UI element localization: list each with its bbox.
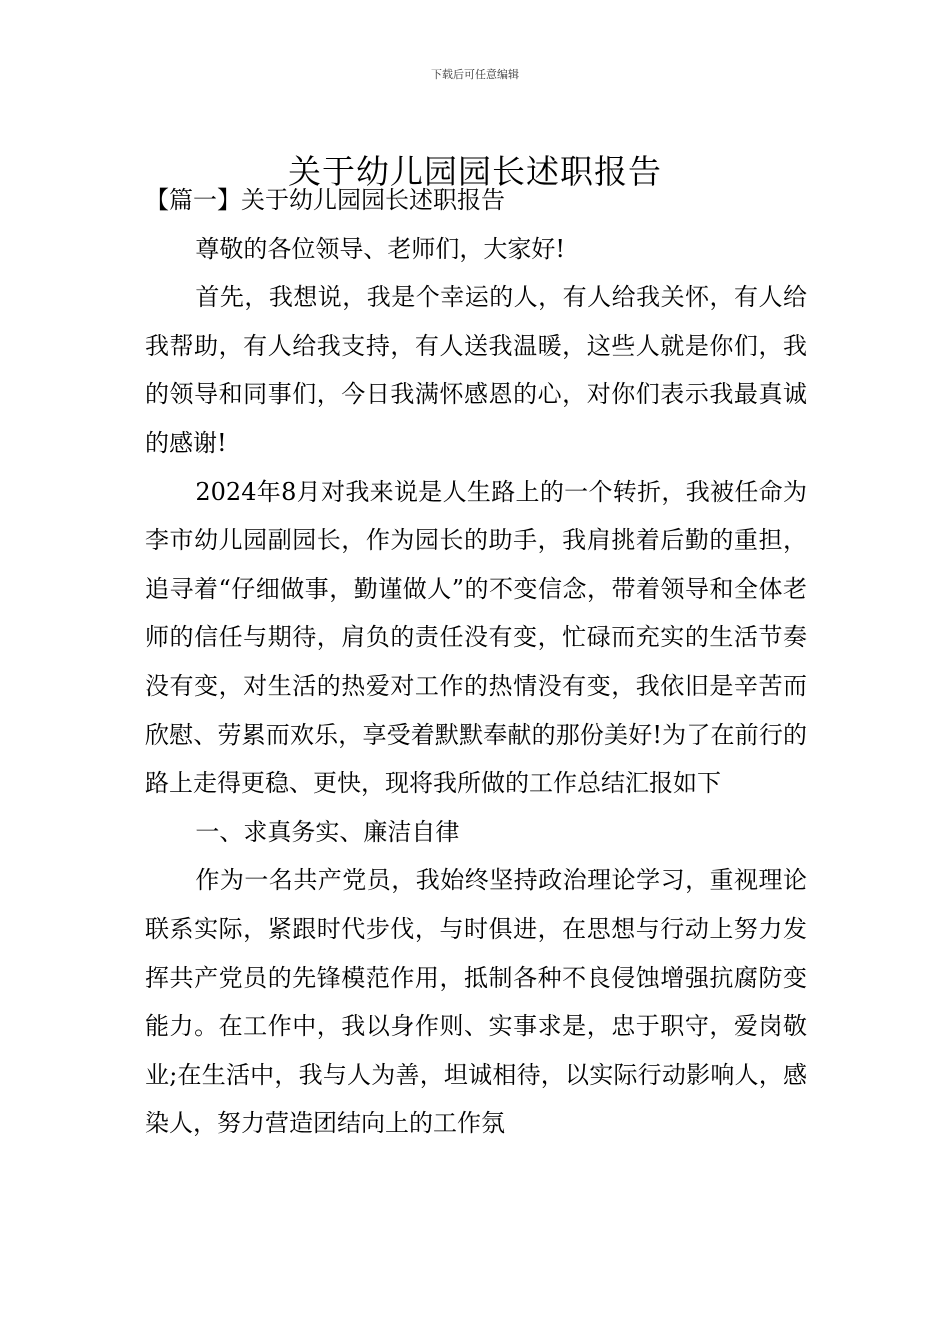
section-heading-1: 一、求真务实、廉洁自律: [195, 817, 460, 846]
document-body: [145, 176, 807, 1148]
paragraph-thanks: 首先，我想说，我是个幸运的人，有人给我关怀，有人给我帮助，有人给我支持，有人送我温暖，这些人就是你们，我的领导和同事们，今日我满怀感恩的心，对你们表示我最真诚的感谢!: [145, 283, 807, 457]
section-label: 【篇一】关于幼儿园园长述职报告: [145, 186, 505, 214]
paragraph-integrity: 作为一名共产党员，我始终坚持政治理论学习，重视理论联系实际，紧跟时代步伐，与时俱进，在思想与行动上努力发挥共产党员的先锋模范作用，抵制各种不良侵蚀增强抗腐防变能力。在工作中，我以身作则、实事求是，忠于职守，爱岗敬业;在生活中，我与人为善，坦诚相待，以实际行动影响人，感染人，努力营造团结向上的工作氛: [145, 866, 807, 1138]
paragraph-greeting: 尊敬的各位领导、老师们，大家好!: [195, 234, 566, 263]
document-title: 关于幼儿园园长述职报告: [288, 152, 662, 192]
header-note: 下载后可任意编辑: [431, 68, 519, 81]
paragraph-appointment: 2024年8月对我来说是人生路上的一个转折，我被任命为李市幼儿园副园长，作为园长的助手，我肩挑着后勤的重担，追寻着“仔细做事，勤谨做人”的不变信念，带着领导和全体老师的信任与期待，肩负的责任没有变，忙碌而充实的生活节奏没有变，对生活的热爱对工作的热情没有变，我依旧是辛苦而欣慰、劳累而欢乐，享受着默默奉献的那份美好!为了在前行的路上走得更稳、更快，现将我所做的工作总结汇报如下: [145, 477, 807, 798]
